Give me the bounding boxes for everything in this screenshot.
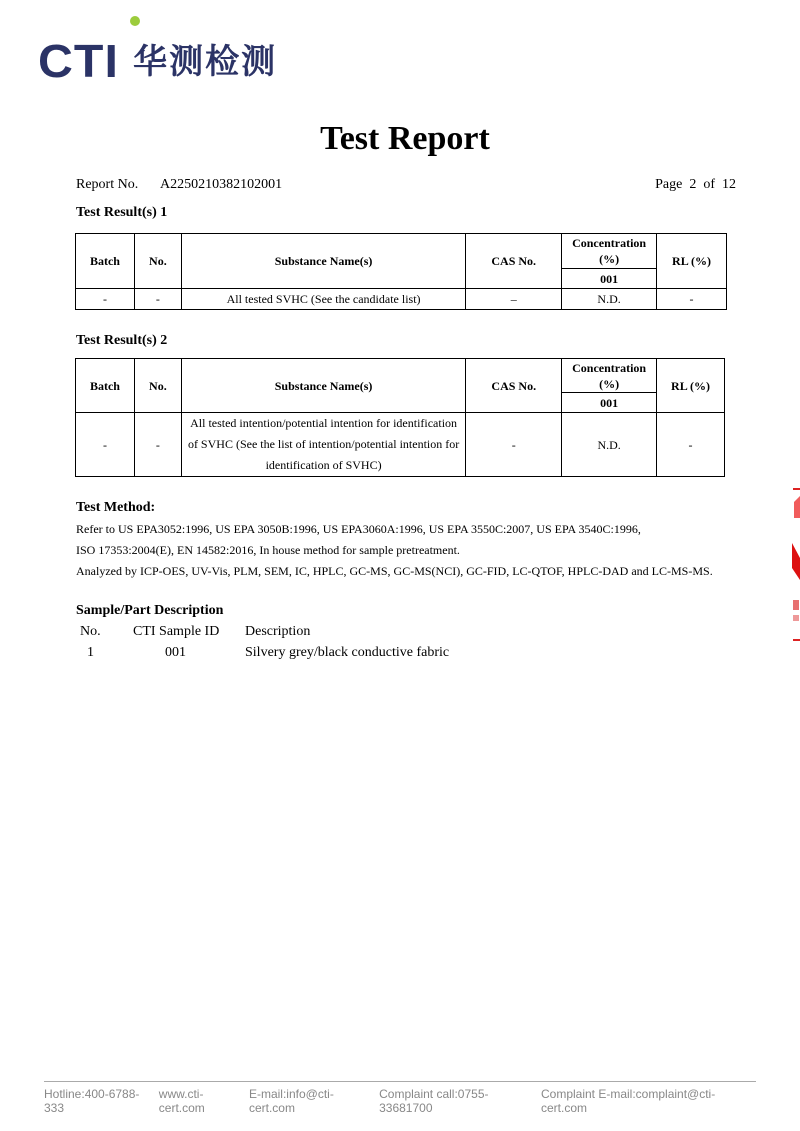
method-line: ISO 17353:2004(E), EN 14582:2016, In house method for sample pretreatment. — [76, 543, 460, 557]
header-rl: RL (%) — [657, 359, 725, 413]
cell-substance: All tested SVHC (See the candidate list) — [181, 289, 465, 310]
footer-email[interactable]: E-mail:info@cti-cert.com — [248, 1087, 334, 1115]
header-concentration: Concentration (%) — [562, 359, 657, 393]
header-batch: Batch — [76, 359, 135, 413]
cell-concentration: N.D. — [562, 289, 657, 310]
header-no: No. — [134, 234, 181, 289]
sample-no: 1 — [87, 645, 94, 660]
cell-concentration: N.D. — [562, 413, 657, 477]
footer-hotline: Hotline:400-6788-333 — [44, 1087, 140, 1115]
header-concentration: Concentration (%) — [562, 234, 657, 269]
header-sample-id: 001 — [562, 393, 657, 413]
footer-divider — [44, 1081, 756, 1082]
cell-cas: - — [466, 413, 562, 477]
seal-stamp-fragment — [788, 488, 800, 643]
page-number — [655, 177, 736, 193]
footer-website[interactable]: www.cti-cert.com — [158, 1087, 205, 1115]
header-cas: CAS No. — [466, 359, 562, 413]
method-line: Analyzed by ICP-OES, UV-Vis, PLM, SEM, IC, HPLC, GC-MS, GC-MS(NCI), GC-FID, LC-QTOF, HPLC-DAD and LC-MS-MS. — [76, 564, 713, 578]
table1-heading: Test Result(s) 1 — [76, 205, 168, 220]
table-row — [76, 413, 725, 477]
page-label: Page — [655, 177, 683, 192]
cell-no: - — [134, 413, 181, 477]
sample-header-description: Description — [245, 624, 311, 639]
cell-batch: - — [76, 413, 135, 477]
cell-no: - — [134, 289, 181, 310]
header-batch: Batch — [76, 234, 135, 289]
logo-brand: CTI — [38, 35, 119, 87]
table2-heading: Test Result(s) 2 — [76, 333, 168, 348]
sample-header-no: No. — [80, 624, 101, 639]
cell-cas: – — [466, 289, 562, 310]
header-substance: Substance Name(s) — [181, 359, 466, 413]
page-total: 12 — [722, 177, 736, 192]
page-of: of — [703, 177, 715, 192]
cell-rl: - — [657, 413, 725, 477]
sample-header-id: CTI Sample ID — [133, 624, 220, 639]
logo-chinese: 华测检测 — [133, 42, 278, 82]
header-sample-id: 001 — [562, 269, 657, 289]
header-cas: CAS No. — [466, 234, 562, 289]
header-no: No. — [134, 359, 181, 413]
header-rl: RL (%) — [657, 234, 727, 289]
footer-complaint-email[interactable]: Complaint E-mail:complaint@cti-cert.com — [540, 1087, 716, 1115]
sample-description: Silvery grey/black conductive fabric — [245, 645, 450, 660]
footer-complaint-call: Complaint call:0755-33681700 — [379, 1087, 489, 1115]
test-result-table-1 — [75, 233, 727, 310]
cell-rl: - — [657, 289, 727, 310]
footer — [44, 1087, 760, 1115]
page-title: Test Report — [320, 120, 490, 157]
sample-heading: Sample/Part Description — [76, 603, 224, 618]
page-current: 2 — [689, 177, 697, 192]
method-line: Refer to US EPA3052:1996, US EPA 3050B:1996, US EPA3060A:1996, US EPA 3550C:2007, US EPA 3540C:1996, — [76, 522, 641, 536]
test-result-table-2 — [75, 358, 725, 477]
table-row — [76, 289, 727, 310]
method-heading: Test Method: — [76, 500, 156, 515]
cell-substance: All tested intention/potential intention for identification of SVHC (See the list of intention/potential intention for identification of SVHC) — [181, 413, 466, 477]
cell-batch: - — [76, 289, 135, 310]
cti-logo — [38, 30, 278, 87]
report-no: A2250210382102001 — [160, 177, 283, 192]
sample-id: 001 — [165, 645, 186, 660]
header-substance: Substance Name(s) — [181, 234, 465, 289]
logo-dot-icon — [130, 16, 140, 26]
report-no-label: Report No. — [76, 177, 139, 192]
